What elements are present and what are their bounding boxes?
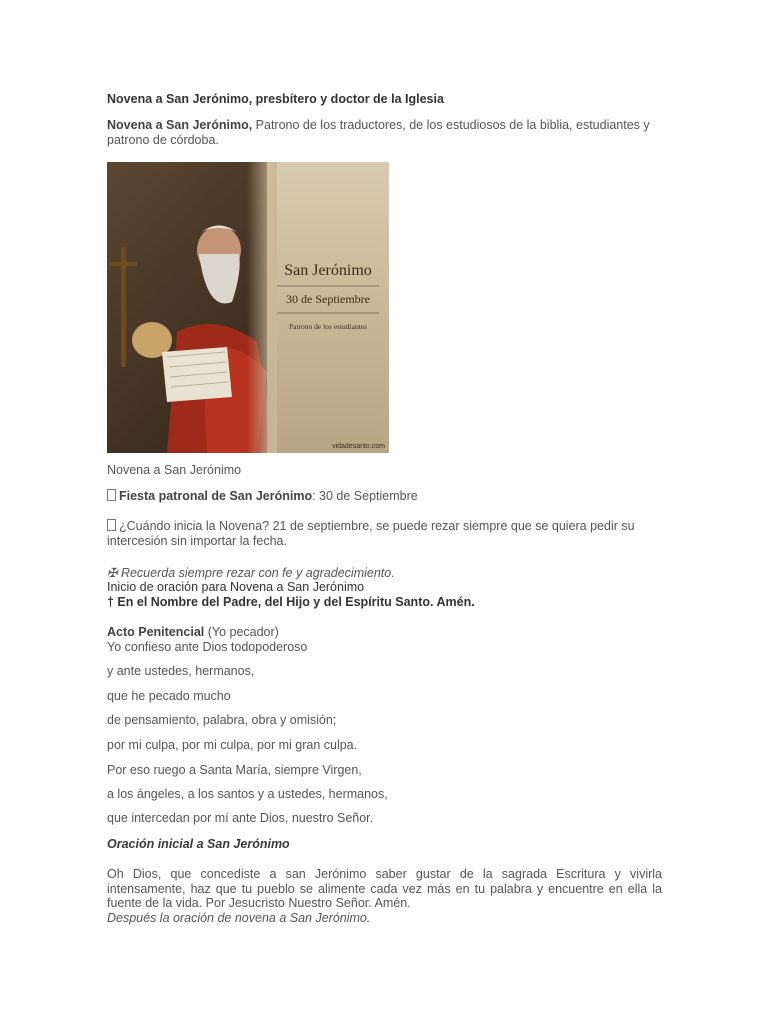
penitential-line: que intercedan por mí ante Dios, nuestro Señor. xyxy=(107,811,374,825)
feast-value: : 30 de Septiembre xyxy=(312,489,418,503)
start-info xyxy=(107,519,662,549)
intro-text: Patrono de los traductores, de los estudiosos de la biblia, estudiantes y patrono de córdoba. xyxy=(107,118,650,147)
initial-prayer-heading: Oración inicial a San Jerónimo xyxy=(107,837,290,851)
start-info-text: ¿Cuándo inicia la Novena? 21 de septiembre, se puede rezar siempre que se quiera pedir su intercesión sin importar la fecha. xyxy=(107,519,635,548)
missing-glyph-icon xyxy=(107,489,116,501)
penitential-line: Yo confieso ante Dios todopoderoso xyxy=(107,640,308,654)
penitential-line: Por eso ruego a Santa María, siempre Virgen, xyxy=(107,763,362,777)
opening-text: Inicio de oración para Novena a San Jerónimo xyxy=(107,580,365,594)
intro-lead: Novena a San Jerónimo, xyxy=(107,118,253,132)
saint-image xyxy=(107,162,389,453)
feast-label: Fiesta patronal de San Jerónimo xyxy=(119,489,313,503)
image-heading: San Jerónimo xyxy=(284,262,372,279)
penitential-label: Acto Penitencial xyxy=(107,625,205,639)
penitential-line: y ante ustedes, hermanos, xyxy=(107,664,255,678)
image-subtitle: Patrono de los estudiantes xyxy=(288,322,368,331)
feast-line xyxy=(107,489,418,503)
intro-paragraph xyxy=(107,118,662,148)
missing-glyph-icon xyxy=(107,519,116,531)
image-caption: Novena a San Jerónimo xyxy=(107,463,242,477)
sign-of-cross: † En el Nombre del Padre, del Hijo y del Espíritu Santo. Amén. xyxy=(107,595,475,609)
initial-prayer-text: Oh Dios, que concediste a san Jerónimo saber gustar de la sagrada Escritura y vivirla intensamente, haz que tu pueblo se alimente cada vez más en tu palabra y encuentre en ella la fuente de la vida. Por Jesucristo Nuestro Señor. Amén. xyxy=(107,867,662,910)
saint-painting xyxy=(107,162,389,453)
initial-prayer-after: Después la oración de novena a San Jerónimo. xyxy=(107,911,371,925)
image-watermark: vidadesanto.com xyxy=(332,443,385,450)
penitential-note: (Yo pecador) xyxy=(204,625,279,639)
penitential-line: a los ángeles, a los santos y a ustedes, hermanos, xyxy=(107,787,388,801)
image-date: 30 de Septiembre xyxy=(286,292,370,306)
reminder-text: ✠ Recuerda siempre rezar con fe y agradecimiento. xyxy=(107,566,395,580)
penitential-line: por mi culpa, por mi culpa, por mi gran culpa. xyxy=(107,738,358,752)
penitential-heading xyxy=(107,625,279,639)
penitential-line: de pensamiento, palabra, obra y omisión; xyxy=(107,713,337,727)
penitential-line: que he pecado mucho xyxy=(107,689,231,703)
page-title: Novena a San Jerónimo, presbítero y doctor de la Iglesia xyxy=(107,92,444,106)
